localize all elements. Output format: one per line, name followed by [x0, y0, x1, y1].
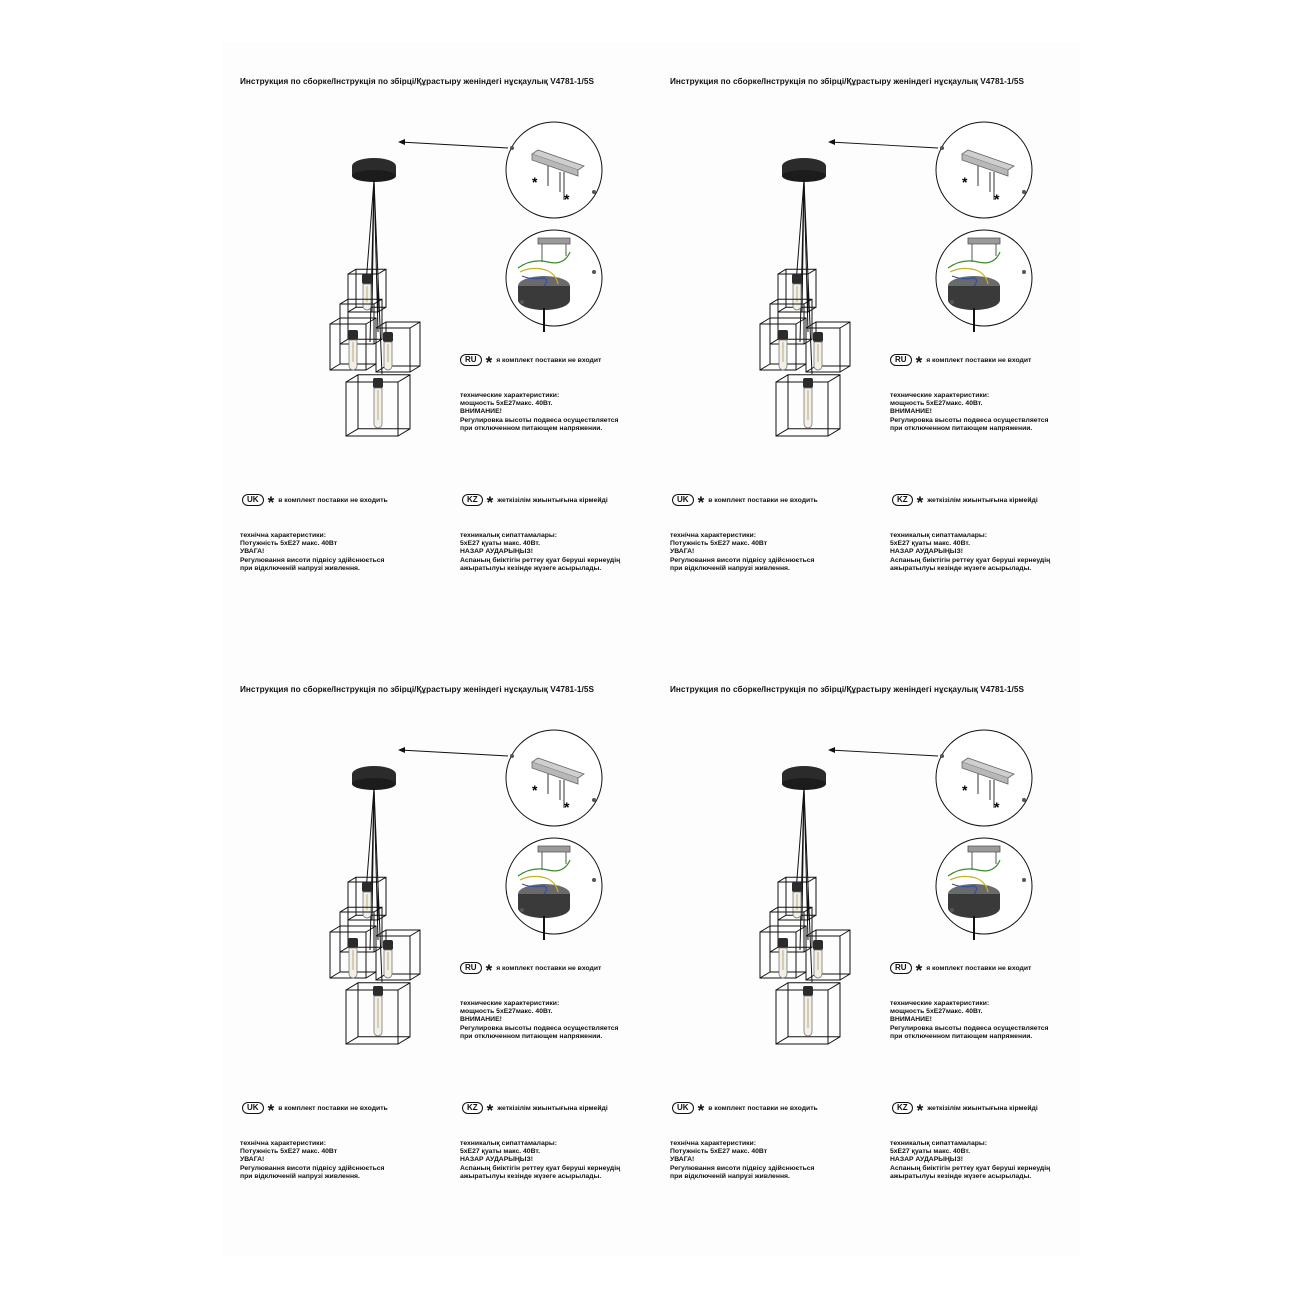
pointer-arrow — [400, 750, 508, 756]
detail-circle-bracket — [936, 122, 1032, 218]
pointer-arrow — [830, 750, 938, 756]
kz-note-text: жеткізілім жиынтығына кірмейді — [497, 1104, 608, 1112]
asterisk-icon: * — [916, 493, 924, 512]
uk-badge: UK — [242, 1102, 264, 1114]
kz-spec-line: Аспаның биіктігін реттеу қуат беруші кернеудің — [890, 1164, 1051, 1172]
lamp-socket — [373, 378, 383, 388]
screw-head — [592, 270, 596, 274]
ru-spec-line: при отключенном питающем напряжении. — [460, 1032, 603, 1040]
ru-badge: RU — [460, 354, 482, 366]
ru-spec-line: ВНИМАНИЕ! — [890, 408, 932, 416]
lamp-socket — [778, 330, 788, 340]
ru-note-text: я комплект поставки не входит — [496, 964, 602, 972]
kz-spec-line: НАЗАР АУДАРЫҢЫЗ! — [460, 1156, 533, 1164]
uk-note — [672, 1101, 818, 1120]
ru-spec-line: технические характеристики: — [890, 392, 990, 399]
mounting-bracket — [968, 846, 1000, 852]
asterisk-icon: * — [564, 191, 570, 207]
uk-badge: UK — [672, 494, 694, 506]
ru-spec-line: мощность 5хЕ27макс. 40Вт. — [460, 1008, 553, 1016]
lamp-socket — [373, 986, 383, 996]
screw-head — [950, 300, 954, 304]
screw-head — [1022, 270, 1026, 274]
kz-specs — [460, 1140, 620, 1181]
asterisk-icon: * — [485, 353, 493, 372]
detail-circle-bracket — [506, 730, 602, 826]
uk-specs — [670, 1140, 815, 1181]
uk-specs — [240, 1140, 385, 1181]
ru-spec-line: технические характеристики: — [460, 1000, 560, 1007]
kz-spec-line: НАЗАР АУДАРЫҢЫЗ! — [890, 548, 963, 556]
ru-badge: RU — [890, 354, 912, 366]
kz-note — [892, 493, 1038, 512]
asterisk-icon: * — [267, 1101, 275, 1120]
ru-spec-line: при отключенном питающем напряжении. — [890, 424, 1033, 432]
lamp-socket — [813, 940, 823, 950]
kz-spec-line: ажыратылуы кезінде жүзеге асырылады. — [460, 564, 602, 572]
asterisk-icon: * — [486, 1101, 494, 1120]
ru-note — [460, 961, 602, 980]
uk-spec-line: Потужність 5хЕ27 макс. 40Вт — [670, 1148, 768, 1156]
kz-spec-line: НАЗАР АУДАРЫҢЫЗ! — [460, 548, 533, 556]
uk-spec-line: при відключеній напрузі живлення. — [670, 1172, 790, 1180]
kz-note-text: жеткізілім жиынтығына кірмейді — [497, 496, 608, 504]
uk-spec-line: при відключеній напрузі живлення. — [670, 564, 790, 572]
ru-note-text: я комплект поставки не входит — [496, 356, 602, 364]
instruction-panel — [222, 650, 652, 1250]
uk-specs — [670, 532, 815, 573]
instruction-panel — [652, 42, 1082, 642]
detail-circle-bracket — [936, 730, 1032, 826]
screw-head — [1022, 190, 1026, 194]
mounting-bracket — [538, 846, 570, 852]
screw-head — [940, 146, 944, 150]
uk-spec-line: УВАГА! — [240, 1156, 265, 1164]
uk-spec-line: Регулювання висоти підвісу здійснюється — [240, 556, 385, 564]
asterisk-icon: * — [532, 782, 538, 798]
ru-specs — [890, 392, 1048, 433]
lamp-socket — [348, 330, 358, 340]
asterisk-icon: * — [532, 174, 538, 190]
ru-note-text: я комплект поставки не входит — [926, 964, 1032, 972]
ru-spec-line: Регулировка высоты подвеса осуществляется — [890, 416, 1049, 424]
kz-spec-line: Аспаның биіктігін реттеу қуат беруші кернеудің — [890, 556, 1051, 564]
kz-spec-line: 5хЕ27 қуаты макс. 40Вт. — [460, 540, 541, 548]
ru-spec-line: технические характеристики: — [890, 1000, 990, 1007]
ru-spec-line: при отключенном питающем напряжении. — [890, 1032, 1033, 1040]
kz-specs — [890, 1140, 1050, 1181]
uk-spec-line: при відключеній напрузі живлення. — [240, 1172, 360, 1180]
arrow-head — [828, 747, 835, 753]
kz-note-text: жеткізілім жиынтығына кірмейді — [927, 496, 1038, 504]
screw-head — [592, 190, 596, 194]
screw-head — [940, 754, 944, 758]
canopy-side — [518, 286, 570, 310]
ru-note — [460, 353, 602, 372]
uk-spec-line: Регулювання висоти підвісу здійснюється — [240, 1164, 385, 1172]
kz-note — [462, 493, 608, 512]
ru-spec-line: технические характеристики: — [460, 392, 560, 399]
ru-specs — [460, 1000, 618, 1041]
kz-spec-line: ажыратылуы кезінде жүзеге асырылады. — [890, 1172, 1032, 1180]
canopy-side — [948, 286, 1000, 310]
asterisk-icon: * — [485, 961, 493, 980]
lamp-socket — [348, 938, 358, 948]
kz-spec-line: 5хЕ27 қуаты макс. 40Вт. — [890, 540, 971, 548]
lamp-socket — [362, 882, 372, 892]
ru-note — [890, 353, 1032, 372]
kz-badge: KZ — [892, 494, 913, 506]
ru-spec-line: ВНИМАНИЕ! — [460, 1016, 502, 1024]
kz-spec-line: Аспаның биіктігін реттеу қуат беруші кернеудің — [460, 556, 621, 564]
kz-spec-line: ажыратылуы кезінде жүзеге асырылады. — [460, 1172, 602, 1180]
uk-specs — [240, 532, 385, 573]
cage-frame — [806, 930, 850, 980]
kz-spec-line: 5хЕ27 қуаты макс. 40Вт. — [890, 1148, 971, 1156]
kz-spec-line: техникалық сипаттамалары: — [890, 532, 987, 539]
screw-head — [592, 878, 596, 882]
uk-spec-line: технічна характеристики: — [670, 532, 756, 539]
uk-note-text: в комплект поставки не входить — [278, 496, 388, 504]
ru-specs — [890, 1000, 1048, 1041]
asterisk-icon: * — [916, 1101, 924, 1120]
lamp-socket — [813, 332, 823, 342]
lamp-socket — [383, 940, 393, 950]
ru-spec-line: ВНИМАНИЕ! — [460, 408, 502, 416]
kz-badge: KZ — [892, 1102, 913, 1114]
cage-frame — [806, 322, 850, 372]
mounting-bracket — [968, 238, 1000, 244]
ru-spec-line: Регулировка высоты подвеса осуществляется — [460, 416, 619, 424]
ru-spec-line: Регулировка высоты подвеса осуществляется — [890, 1024, 1049, 1032]
ru-badge: RU — [890, 962, 912, 974]
screw-head — [520, 908, 524, 912]
asterisk-icon: * — [267, 493, 275, 512]
asterisk-icon: * — [564, 799, 570, 815]
ru-note — [890, 961, 1032, 980]
uk-note — [242, 1101, 388, 1120]
lamp-socket — [792, 274, 802, 284]
uk-spec-line: Потужність 5хЕ27 макс. 40Вт — [240, 540, 338, 548]
uk-spec-line: УВАГА! — [670, 1156, 695, 1164]
instruction-title: Инструкция по сборке/Інструкція по збірці/Құрастыру женіндегі нұсқаулық V4781-1/5S — [240, 77, 594, 86]
kz-spec-line: ажыратылуы кезінде жүзеге асырылады. — [890, 564, 1032, 572]
kz-specs — [460, 532, 620, 573]
canopy-side — [518, 894, 570, 918]
cage-frame — [376, 930, 420, 980]
arrow-head — [398, 747, 405, 753]
asterisk-icon: * — [697, 1101, 705, 1120]
asterisk-icon: * — [962, 782, 968, 798]
ru-spec-line: мощность 5хЕ27макс. 40Вт. — [890, 1008, 983, 1016]
arrow-head — [828, 139, 835, 145]
uk-badge: UK — [242, 494, 264, 506]
uk-spec-line: УВАГА! — [240, 548, 265, 556]
uk-spec-line: Регулювання висоти підвісу здійснюється — [670, 1164, 815, 1172]
uk-spec-line: технічна характеристики: — [240, 532, 326, 539]
canopy-side — [948, 894, 1000, 918]
lamp-socket — [803, 986, 813, 996]
instruction-title: Инструкция по сборке/Інструкція по збірці/Құрастыру женіндегі нұсқаулық V4781-1/5S — [670, 685, 1024, 694]
lamp-socket — [792, 882, 802, 892]
asterisk-icon: * — [486, 493, 494, 512]
uk-spec-line: технічна характеристики: — [670, 1140, 756, 1147]
instruction-title: Инструкция по сборке/Інструкція по збірці/Құрастыру женіндегі нұсқаулық V4781-1/5S — [240, 685, 594, 694]
kz-badge: KZ — [462, 494, 483, 506]
screw-head — [510, 146, 514, 150]
kz-note-text: жеткізілім жиынтығына кірмейді — [927, 1104, 1038, 1112]
uk-spec-line: Потужність 5хЕ27 макс. 40Вт — [240, 1148, 338, 1156]
uk-spec-line: УВАГА! — [670, 548, 695, 556]
asterisk-icon: * — [915, 353, 923, 372]
instruction-title: Инструкция по сборке/Інструкція по збірці/Құрастыру женіндегі нұсқаулық V4781-1/5S — [670, 77, 1024, 86]
ru-spec-line: ВНИМАНИЕ! — [890, 1016, 932, 1024]
asterisk-icon: * — [962, 174, 968, 190]
kz-spec-line: Аспаның биіктігін реттеу қуат беруші кернеудің — [460, 1164, 621, 1172]
arrow-head — [398, 139, 405, 145]
lamp-socket — [778, 938, 788, 948]
kz-spec-line: техникалық сипаттамалары: — [460, 1140, 557, 1147]
kz-spec-line: 5хЕ27 қуаты макс. 40Вт. — [460, 1148, 541, 1156]
instruction-panel — [222, 42, 652, 642]
screw-head — [1022, 798, 1026, 802]
uk-note — [672, 493, 818, 512]
lamp-socket — [362, 274, 372, 284]
instruction-panel — [652, 650, 1082, 1250]
lamp-socket — [803, 378, 813, 388]
uk-note — [242, 493, 388, 512]
uk-note-text: в комплект поставки не входить — [278, 1104, 388, 1112]
screw-head — [520, 300, 524, 304]
pointer-arrow — [830, 142, 938, 148]
kz-spec-line: техникалық сипаттамалары: — [460, 532, 557, 539]
uk-spec-line: Потужність 5хЕ27 макс. 40Вт — [670, 540, 768, 548]
cage-frame — [376, 322, 420, 372]
uk-note-text: в комплект поставки не входить — [708, 1104, 818, 1112]
uk-spec-line: при відключеній напрузі живлення. — [240, 564, 360, 572]
kz-spec-line: техникалық сипаттамалары: — [890, 1140, 987, 1147]
pointer-arrow — [400, 142, 508, 148]
asterisk-icon: * — [994, 191, 1000, 207]
screw-head — [592, 798, 596, 802]
kz-note — [462, 1101, 608, 1120]
ru-specs — [460, 392, 618, 433]
screw-head — [1022, 878, 1026, 882]
kz-specs — [890, 532, 1050, 573]
asterisk-icon: * — [994, 799, 1000, 815]
ru-note-text: я комплект поставки не входит — [926, 356, 1032, 364]
detail-circle-bracket — [506, 122, 602, 218]
uk-note-text: в комплект поставки не входить — [708, 496, 818, 504]
ru-spec-line: мощность 5хЕ27макс. 40Вт. — [890, 400, 983, 408]
screw-head — [950, 908, 954, 912]
instruction-sheet — [222, 42, 1080, 1256]
uk-badge: UK — [672, 1102, 694, 1114]
uk-spec-line: Регулювання висоти підвісу здійснюється — [670, 556, 815, 564]
kz-note — [892, 1101, 1038, 1120]
uk-spec-line: технічна характеристики: — [240, 1140, 326, 1147]
ru-spec-line: при отключенном питающем напряжении. — [460, 424, 603, 432]
ru-spec-line: Регулировка высоты подвеса осуществляется — [460, 1024, 619, 1032]
asterisk-icon: * — [697, 493, 705, 512]
lamp-socket — [383, 332, 393, 342]
asterisk-icon: * — [915, 961, 923, 980]
screw-head — [510, 754, 514, 758]
ru-badge: RU — [460, 962, 482, 974]
kz-badge: KZ — [462, 1102, 483, 1114]
mounting-bracket — [538, 238, 570, 244]
ru-spec-line: мощность 5хЕ27макс. 40Вт. — [460, 400, 553, 408]
kz-spec-line: НАЗАР АУДАРЫҢЫЗ! — [890, 1156, 963, 1164]
